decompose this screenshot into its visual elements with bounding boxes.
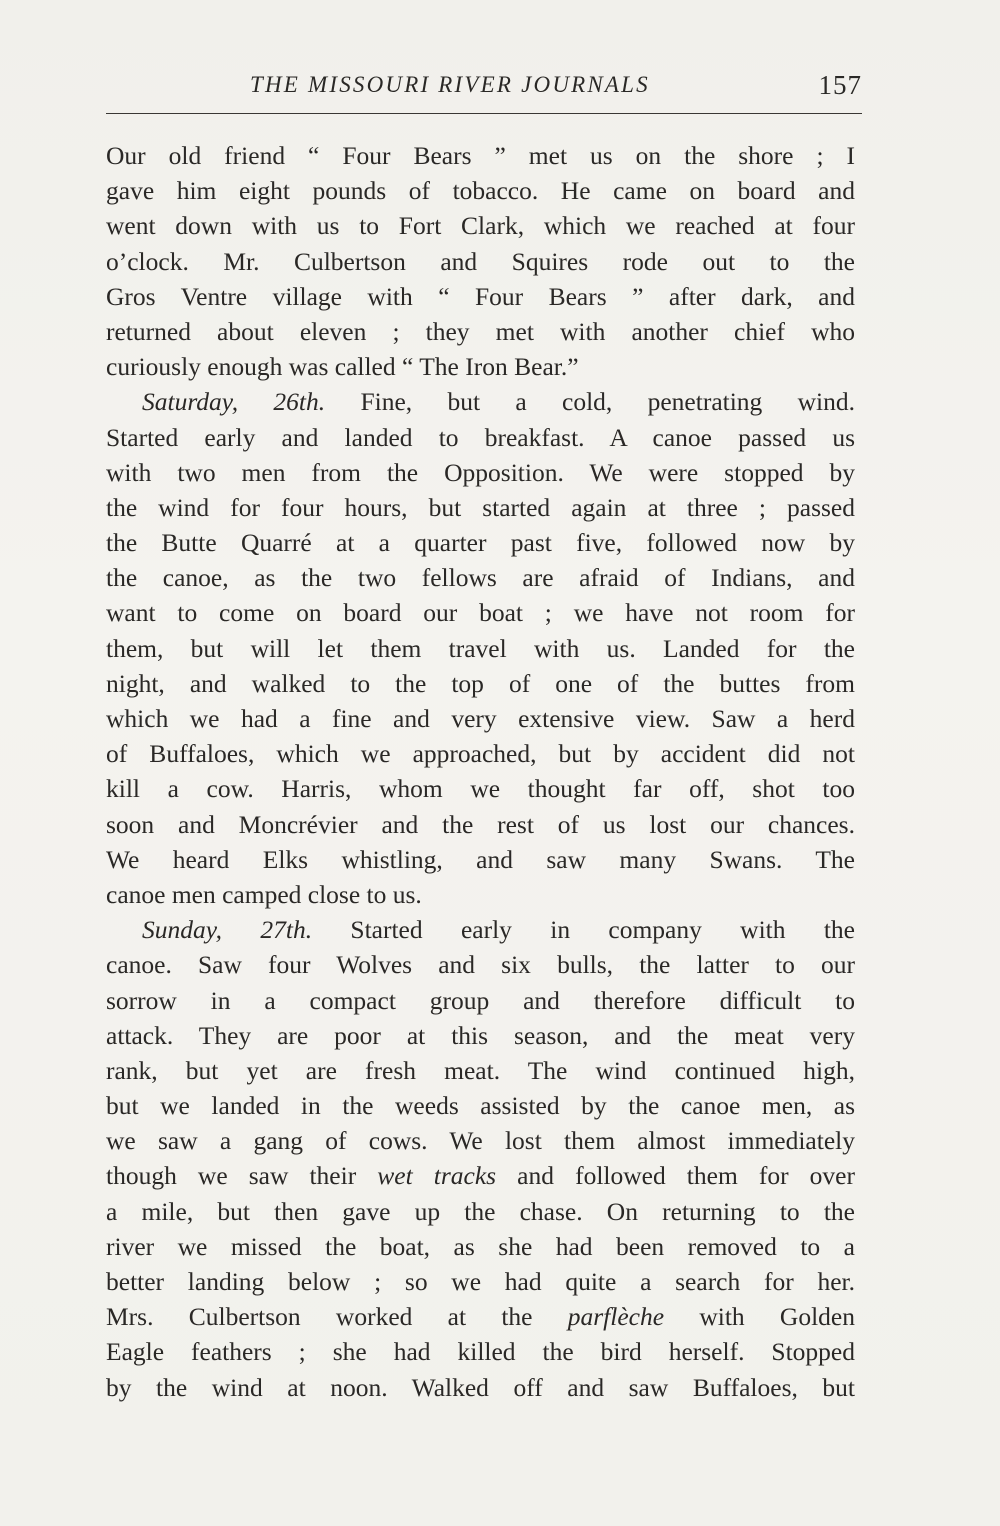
text-segment: Our old friend “ Four Bears ” met us on the shore ; I xyxy=(106,141,855,170)
text-line xyxy=(106,1299,855,1334)
text-line xyxy=(106,701,855,736)
italic-text: Sunday, 27th. xyxy=(142,915,313,945)
text-line xyxy=(106,1018,855,1053)
text-line xyxy=(106,279,855,314)
text-segment: went down with us to Fort Clark, which we reached at four xyxy=(106,211,855,241)
text-line xyxy=(106,736,855,771)
italic-text: Saturday, 26th. xyxy=(142,387,326,417)
text-line xyxy=(106,208,855,243)
header-rule xyxy=(106,113,862,114)
text-line xyxy=(106,947,855,982)
text-line xyxy=(106,314,855,349)
text-line xyxy=(106,420,855,455)
text-segment: kill a cow. Harris, whom we thought far off, shot too xyxy=(106,774,855,804)
text-line xyxy=(106,1370,855,1405)
text-line xyxy=(106,173,855,208)
text-line xyxy=(106,244,855,279)
text-segment: Started early and landed to breakfast. A canoe passed us xyxy=(106,422,855,452)
text-line xyxy=(106,983,855,1018)
text-line xyxy=(106,912,855,947)
italic-text: parflèche xyxy=(567,1302,665,1332)
text-segment: We heard Elks whistling, and saw many Swans. The xyxy=(106,844,855,874)
italic-text: wet tracks xyxy=(377,1161,497,1191)
text-segment: want to come on board our boat ; we have not room for xyxy=(106,598,855,628)
text-segment: and followed them for over xyxy=(496,1161,855,1191)
text-line xyxy=(106,1053,855,1088)
text-line xyxy=(106,1264,855,1299)
text-segment: Mrs. Culbertson worked at the xyxy=(106,1302,568,1332)
text-segment: curiously enough was called “ The Iron Bear.” xyxy=(106,352,579,382)
text-segment: Started early in company with the xyxy=(312,915,855,945)
text-segment: which we had a fine and very extensive view. Saw a herd xyxy=(106,704,855,733)
text-segment: better landing below ; so we had quite a search for her. xyxy=(106,1267,855,1296)
text-line xyxy=(106,1194,855,1229)
text-segment: gave him eight pounds of tobacco. He came on board and xyxy=(106,176,855,206)
text-line xyxy=(106,877,855,912)
text-line xyxy=(106,384,855,419)
running-head: THE MISSOURI RIVER JOURNALS xyxy=(250,72,650,97)
text-line xyxy=(106,1229,855,1264)
text-line xyxy=(106,1334,855,1369)
text-line xyxy=(106,1123,855,1158)
text-segment: we saw a gang of cows. We lost them almost immediately xyxy=(106,1126,855,1156)
text-line xyxy=(106,525,855,560)
text-segment: by the wind at noon. Walked off and saw Buffaloes, but xyxy=(106,1372,855,1402)
text-line xyxy=(106,455,855,490)
text-line xyxy=(106,842,855,877)
text-segment: though we saw their xyxy=(106,1161,378,1191)
page-header xyxy=(106,70,862,114)
text-segment: the Butte Quarré at a quarter past five, followed now by xyxy=(106,528,855,558)
text-segment: with Golden xyxy=(664,1302,855,1332)
text-segment: a mile, but then gave up the chase. On returning to the xyxy=(106,1196,855,1226)
text-segment: but we landed in the weeds assisted by the canoe men, as xyxy=(106,1091,855,1121)
text-segment: Eagle feathers ; she had killed the bird herself. Stopped xyxy=(106,1337,855,1367)
text-line xyxy=(106,349,855,384)
text-line xyxy=(106,595,855,630)
text-segment: of Buffaloes, which we approached, but by accident did not xyxy=(106,739,855,769)
text-line xyxy=(106,1158,855,1193)
text-segment: soon and Moncrévier and the rest of us lost our chances. xyxy=(106,809,855,839)
text-line xyxy=(106,631,855,666)
text-line xyxy=(106,807,855,842)
body-text xyxy=(106,138,855,1405)
text-segment: the wind for four hours, but started again at three ; passed xyxy=(106,492,855,522)
page-number: 157 xyxy=(818,70,862,100)
text-line xyxy=(106,138,855,173)
text-segment: canoe. Saw four Wolves and six bulls, the latter to our xyxy=(106,950,855,980)
text-line xyxy=(106,1088,855,1123)
text-segment: rank, but yet are fresh meat. The wind continued high, xyxy=(106,1055,855,1085)
text-segment: Gros Ventre village with “ Four Bears ” after dark, and xyxy=(106,281,855,311)
text-segment: canoe men camped close to us. xyxy=(106,879,422,909)
text-line xyxy=(106,666,855,701)
text-line xyxy=(106,490,855,525)
text-segment: night, and walked to the top of one of the buttes from xyxy=(106,668,855,698)
text-segment: sorrow in a compact group and therefore difficult to xyxy=(106,985,855,1015)
text-segment: the canoe, as the two fellows are afraid of Indians, and xyxy=(106,563,855,593)
text-line xyxy=(106,560,855,595)
text-segment: with two men from the Opposition. We were stopped by xyxy=(106,457,855,487)
text-segment: them, but will let them travel with us. Landed for the xyxy=(106,633,855,663)
text-line xyxy=(106,771,855,806)
text-segment: river we missed the boat, as she had been removed to a xyxy=(106,1231,855,1261)
text-segment: Fine, but a cold, penetrating wind. xyxy=(325,387,855,417)
text-segment: returned about eleven ; they met with another chief who xyxy=(106,316,855,346)
text-segment: o’clock. Mr. Culbertson and Squires rode out to the xyxy=(106,246,855,276)
text-segment: attack. They are poor at this season, and the meat very xyxy=(106,1020,855,1050)
